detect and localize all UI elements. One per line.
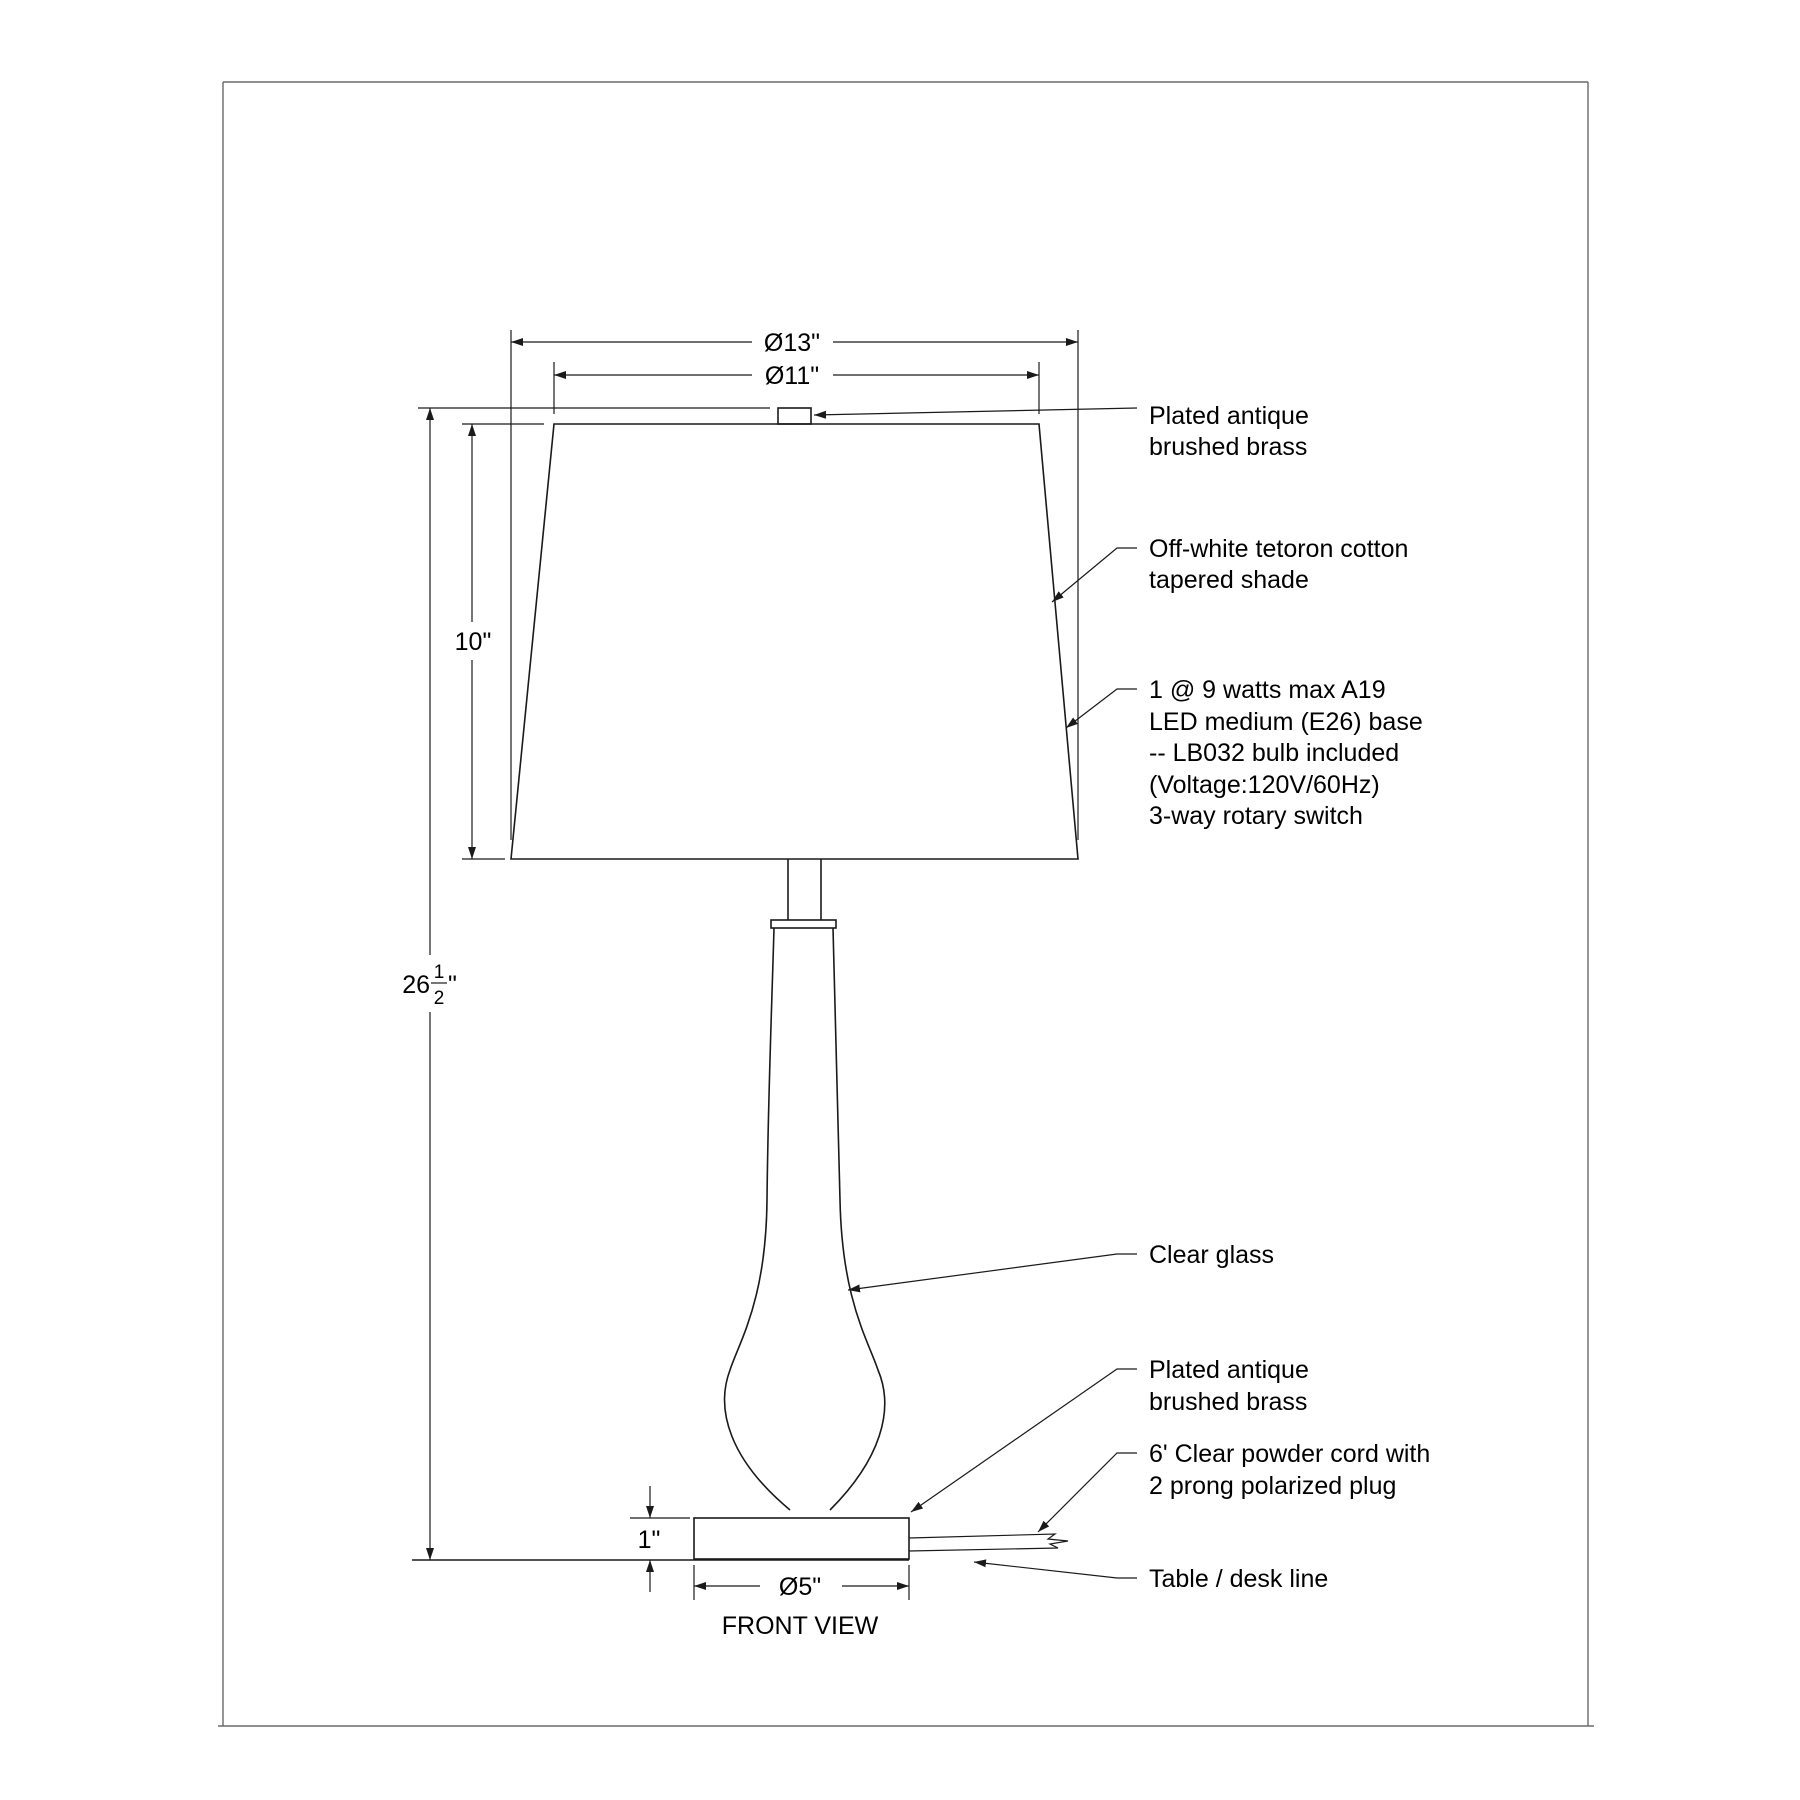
overall-height-denominator: 2 bbox=[433, 988, 445, 1009]
callout-table bbox=[1149, 1565, 1328, 1593]
callout-cord bbox=[1149, 1440, 1430, 1500]
glass-body bbox=[725, 928, 885, 1510]
lamp-base bbox=[694, 1518, 909, 1559]
overall-height-numerator: 1 bbox=[433, 962, 445, 983]
svg-text:-- LB032 bulb included: -- LB032 bulb included bbox=[1149, 739, 1400, 767]
leader-lines bbox=[814, 408, 1137, 1578]
dim-shade-height bbox=[455, 424, 492, 859]
svg-text:Off-white tetoron cotton: Off-white tetoron cotton bbox=[1149, 535, 1409, 563]
dim-overall-height bbox=[402, 408, 457, 1560]
dim-base-height bbox=[638, 1486, 661, 1592]
svg-text:LED medium (E26) base: LED medium (E26) base bbox=[1149, 708, 1423, 736]
base-diameter-label: Ø5" bbox=[778, 1573, 822, 1601]
svg-text:2 prong polarized plug: 2 prong polarized plug bbox=[1149, 1472, 1397, 1500]
svg-text:6' Clear powder cord with: 6' Clear powder cord with bbox=[1149, 1440, 1431, 1468]
svg-text:brushed brass: brushed brass bbox=[1149, 433, 1308, 461]
callout-body bbox=[1149, 1241, 1274, 1269]
shade-height-label: 10" bbox=[454, 628, 492, 656]
dim-shade-top-diameter bbox=[554, 362, 1039, 390]
callout-base bbox=[1149, 1356, 1309, 1416]
overall-height-whole: 26 bbox=[402, 971, 430, 999]
extension-lines bbox=[418, 330, 1078, 1600]
svg-text:Plated antique: Plated antique bbox=[1149, 1356, 1309, 1384]
svg-text:brushed brass: brushed brass bbox=[1149, 1388, 1308, 1416]
svg-text:Table / desk line: Table / desk line bbox=[1149, 1565, 1329, 1593]
overall-height-unit: " bbox=[448, 971, 457, 999]
view-title: FRONT VIEW bbox=[721, 1612, 879, 1640]
svg-text:Plated antique: Plated antique bbox=[1149, 402, 1309, 430]
overall-height-label bbox=[402, 962, 457, 1009]
callout-finial bbox=[1149, 402, 1309, 461]
svg-text:1 @ 9 watts max A19: 1 @ 9 watts max A19 bbox=[1149, 676, 1386, 704]
dim-shade-bottom-diameter bbox=[511, 329, 1078, 357]
lamp-neck bbox=[771, 859, 836, 928]
lamp-shade bbox=[511, 424, 1078, 859]
callout-bulb bbox=[1149, 676, 1423, 830]
callout-shade bbox=[1149, 535, 1408, 594]
svg-text:3-way rotary switch: 3-way rotary switch bbox=[1149, 802, 1363, 830]
base-height-label: 1" bbox=[637, 1526, 661, 1554]
power-cord bbox=[909, 1534, 1068, 1551]
svg-text:(Voltage:120V/60Hz): (Voltage:120V/60Hz) bbox=[1149, 771, 1380, 799]
svg-text:Clear glass: Clear glass bbox=[1149, 1241, 1275, 1269]
finial-cap bbox=[778, 408, 811, 424]
shade-top-diameter-label: Ø11" bbox=[764, 362, 820, 390]
shade-bottom-diameter-label: Ø13" bbox=[763, 329, 821, 357]
dim-base-diameter bbox=[694, 1573, 909, 1601]
svg-text:tapered shade: tapered shade bbox=[1149, 566, 1309, 594]
